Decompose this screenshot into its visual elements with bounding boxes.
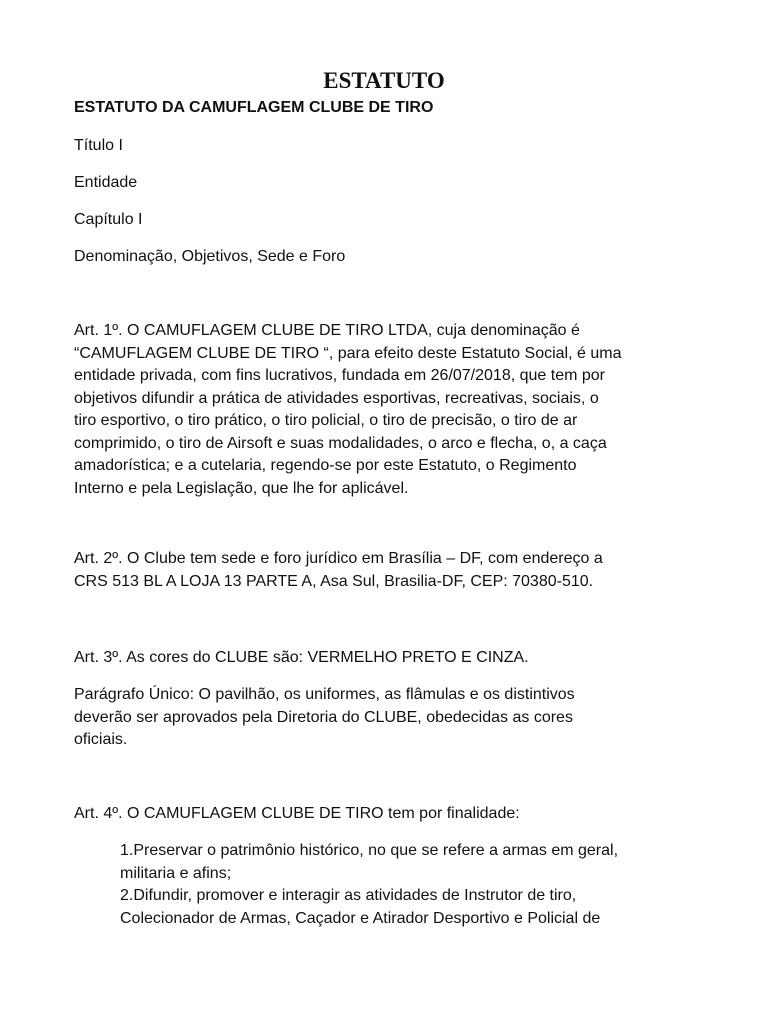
document-title: ESTATUTO: [323, 68, 445, 93]
article-4-item-1: [120, 840, 618, 930]
item-1-line: 1.Preservar o patrimônio histórico, no que se refere a armas em geral,: [120, 842, 619, 859]
item-1-line: militaria e afins;: [120, 864, 232, 882]
entidade-heading: Entidade: [74, 174, 138, 191]
article-3: Art. 3º. As cores do CLUBE são: VERMELHO PRETO E CINZA.: [74, 649, 529, 666]
article-2-line: CRS 513 BL A LOJA 13 PARTE A, Asa Sul, Brasilia-DF, CEP: 70380-510.: [74, 572, 594, 590]
capitulo-heading: Capítulo I: [74, 211, 143, 228]
article-1: [74, 320, 621, 500]
document-subtitle: ESTATUTO DA CAMUFLAGEM CLUBE DE TIRO: [74, 99, 434, 116]
article-2-line: Art. 2º. O Clube tem sede e foro jurídico em Brasília – DF, com endereço a: [74, 550, 603, 567]
article-1-line: Art. 1º. O CAMUFLAGEM CLUBE DE TIRO LTDA, cuja denominação é: [74, 322, 580, 339]
item-2-line: 2.Difundir, promover e interagir as atividades de Instrutor de tiro,: [120, 887, 577, 904]
paragrafo-unico-line: oficiais.: [74, 731, 128, 748]
article-4: Art. 4º. O CAMUFLAGEM CLUBE DE TIRO tem por finalidade:: [74, 805, 520, 822]
item-2-line: Colecionador de Armas, Caçador e Atirador Desportivo e Policial de: [120, 909, 601, 927]
article-1-line: objetivos difundir a prática de atividades esportivas, recreativas, sociais, o: [74, 389, 599, 407]
article-1-line: tiro esportivo, o tiro prático, o tiro policial, o tiro de precisão, o tiro de ar: [74, 412, 578, 429]
article-1-line: amadorística; e a cutelaria, regendo-se por este Estatuto, o Regimento: [74, 457, 577, 474]
paragrafo-unico-line: Parágrafo Único: O pavilhão, os uniformes, as flâmulas e os distintivos: [74, 686, 575, 703]
article-1-line: entidade privada, com fins lucrativos, fundada em 26/07/2018, que tem por: [74, 367, 605, 384]
titulo-heading: Título I: [74, 137, 123, 154]
article-1-line: comprimido, o tiro de Airsoft e suas modalidades, o arco e flecha, o, a caça: [74, 434, 607, 452]
capitulo-name: Denominação, Objetivos, Sede e Foro: [74, 248, 346, 265]
article-1-line: “CAMUFLAGEM CLUBE DE TIRO “, para efeito deste Estatuto Social, é uma: [74, 344, 622, 362]
paragrafo-unico: [74, 684, 575, 752]
article-2: [74, 548, 603, 593]
paragrafo-unico-line: deverão ser aprovados pela Diretoria do CLUBE, obedecidas as cores: [74, 708, 573, 726]
article-1-line: Interno e pela Legislação, que lhe for aplicável.: [74, 479, 409, 497]
